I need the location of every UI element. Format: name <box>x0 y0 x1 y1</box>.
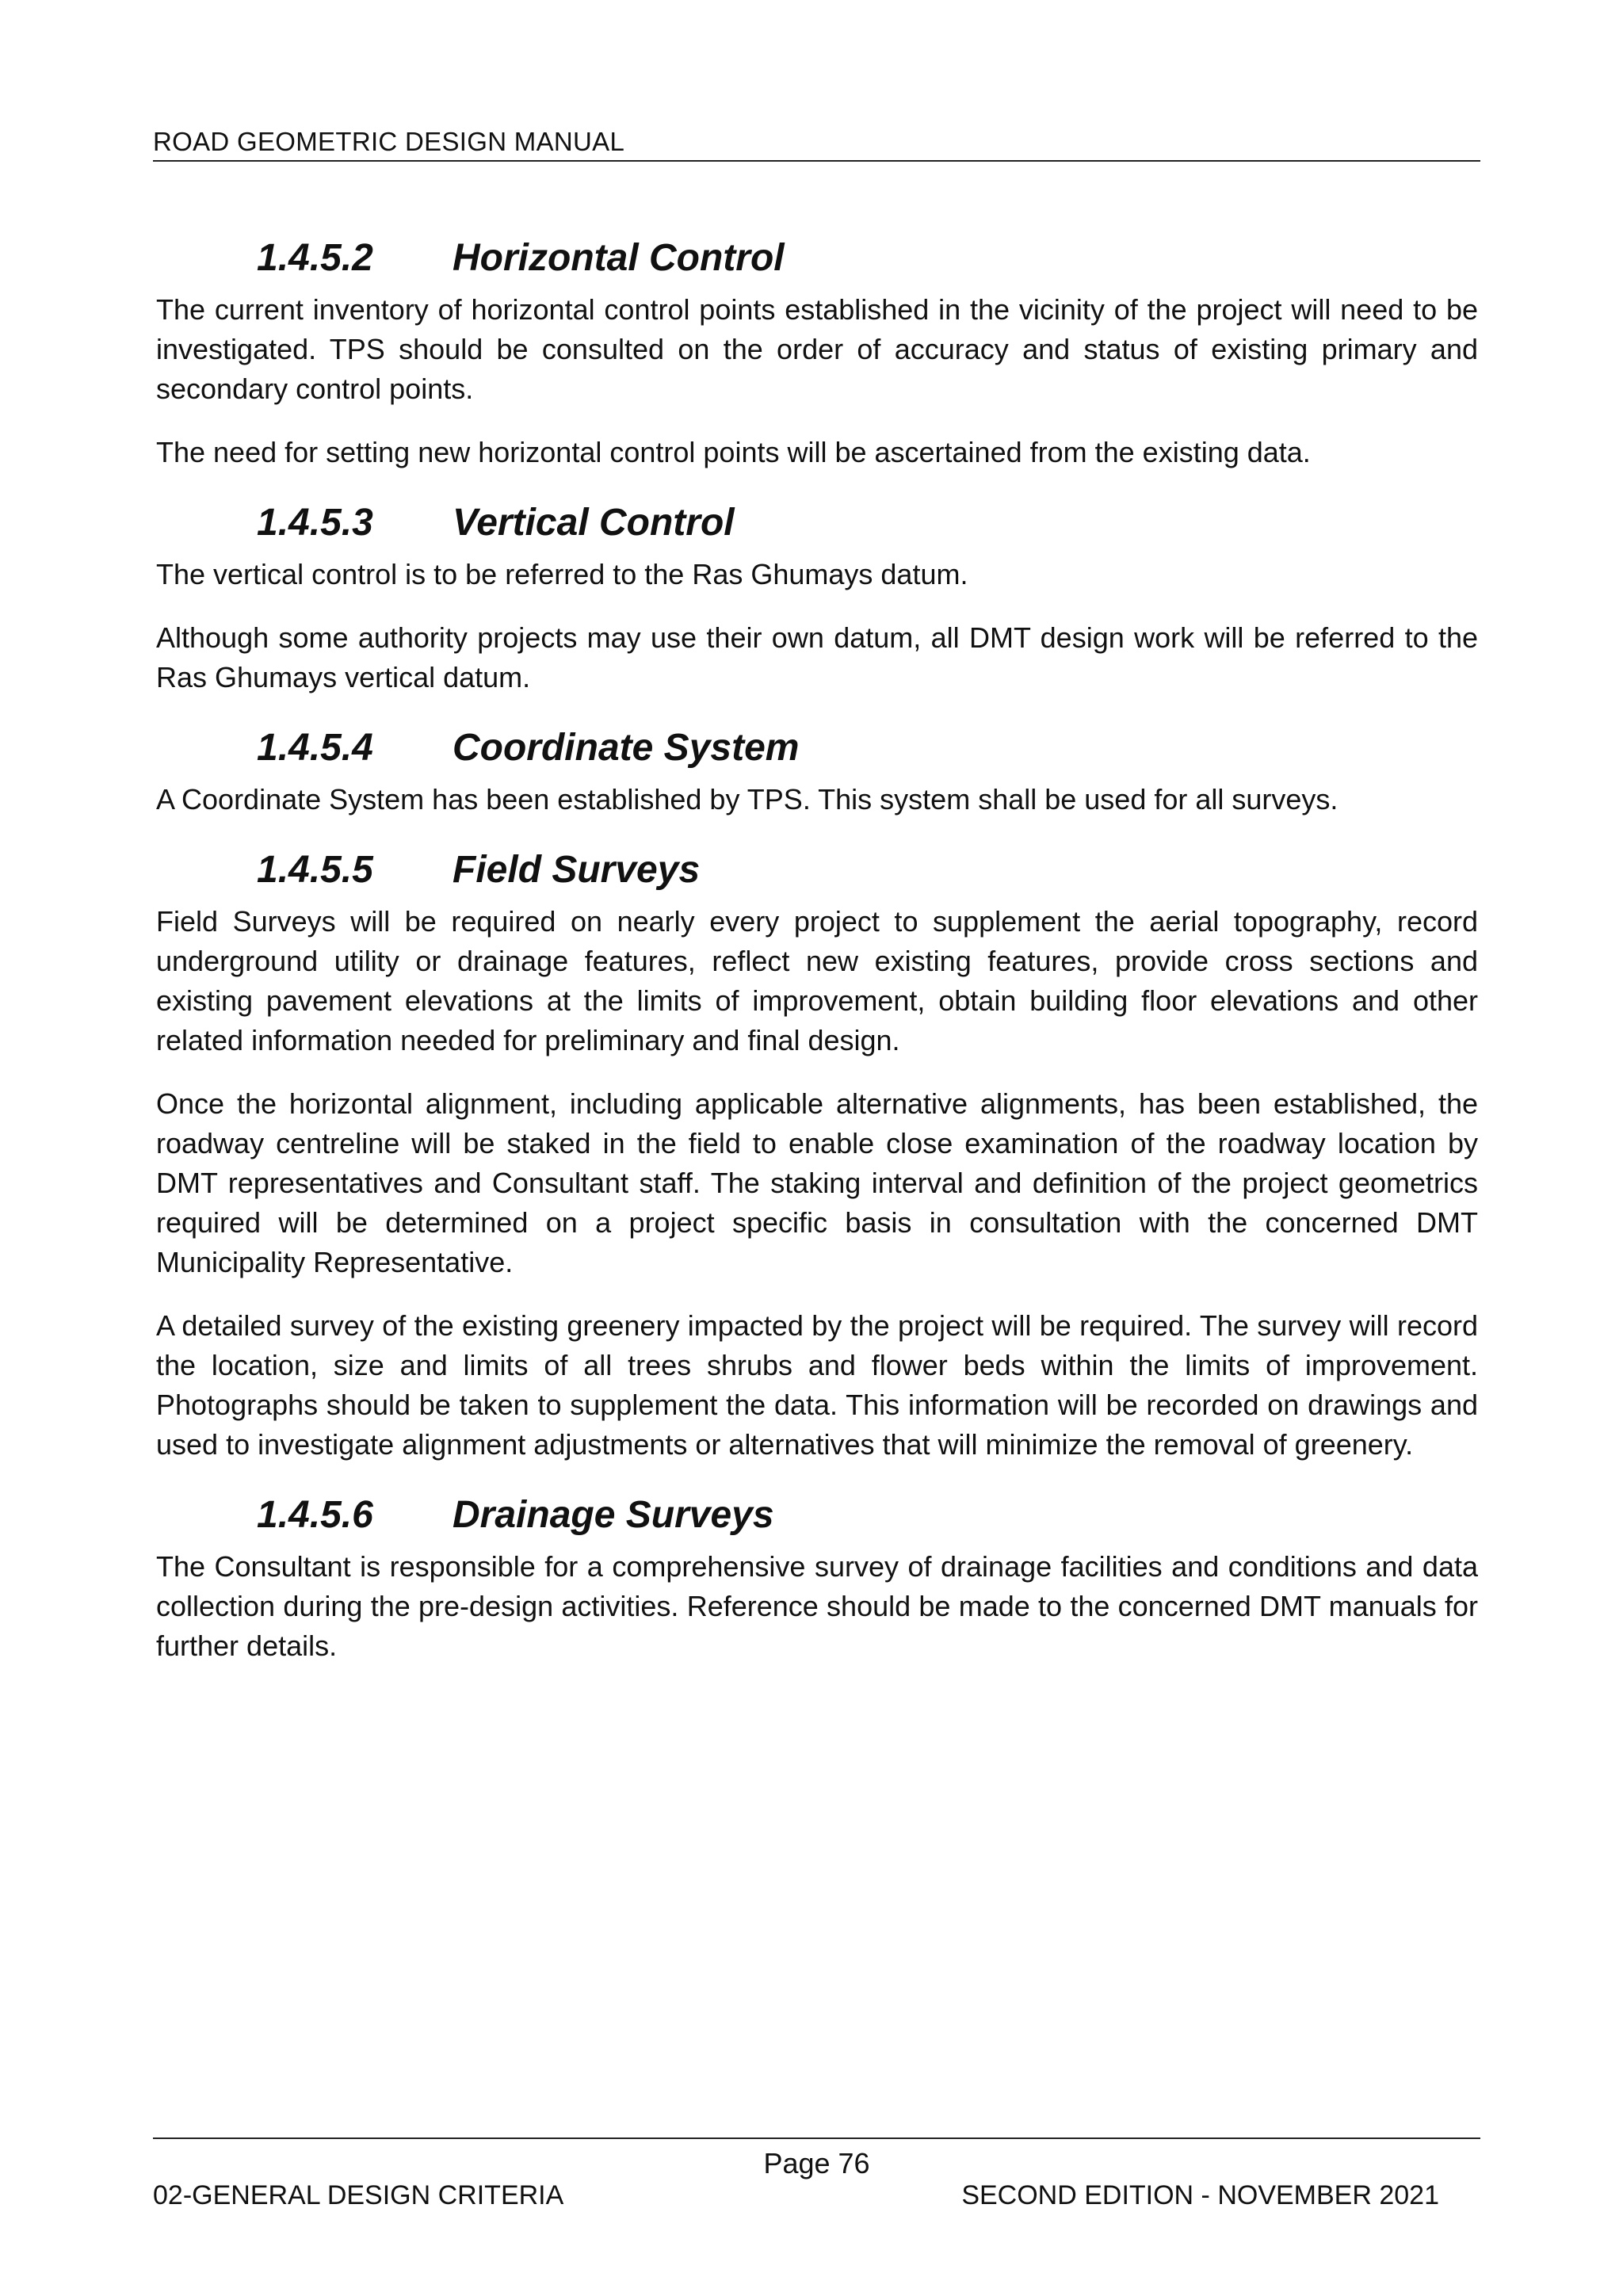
chapter-label: 02-GENERAL DESIGN CRITERIA <box>153 2180 564 2210</box>
paragraph: The vertical control is to be referred to the Ras Ghumays datum. <box>156 558 968 590</box>
paragraph: Once the horizontal alignment, including applicable alternative alignments, has been established, the roadway centreline will be staked in the field to enable close examination of the roadway location by DMT representatives and Consultant staff. The staking interval and definition of the project geometrics required will be determined on a project specific basis in consultation with the concerned DMT Municipality Representative. <box>156 1087 1478 1278</box>
page-content <box>156 231 1478 1690</box>
section-heading <box>156 496 1478 550</box>
section-heading <box>156 843 1478 897</box>
section-title: Vertical Control <box>453 502 735 544</box>
paragraph: A Coordinate System has been established by TPS. This system shall be used for all surveys. <box>156 783 1338 816</box>
section-heading <box>156 1488 1478 1542</box>
section-number: 1.4.5.3 <box>257 502 373 544</box>
section-horizontal-control <box>156 231 1478 472</box>
section-drainage-surveys <box>156 1488 1478 1666</box>
manual-title: ROAD GEOMETRIC DESIGN MANUAL <box>153 127 625 156</box>
page-number: Page 76 <box>763 2147 870 2179</box>
section-number: 1.4.5.2 <box>257 237 373 279</box>
paragraph: Although some authority projects may use their own datum, all DMT design work will be referred to the Ras Ghumays vertical datum. <box>156 621 1478 693</box>
paragraph: A detailed survey of the existing greenery impacted by the project will be required. The survey will record the location, size and limits of all trees shrubs and flower beds within the limits of improvement. Photographs should be taken to supplement the data. This information will be recorded on drawings and used to investigate alignment adjustments or alternatives that will minimize the removal of greenery. <box>156 1309 1478 1461</box>
section-number: 1.4.5.4 <box>257 727 373 769</box>
paragraph: Field Surveys will be required on nearly every project to supplement the aerial topography, record underground utility or drainage features, reflect new existing features, provide cross sections and existing pavement elevations at the limits of improvement, obtain building floor elevations and other related information needed for preliminary and final design. <box>156 905 1478 1056</box>
section-coordinate-system <box>156 721 1478 819</box>
section-title: Drainage Surveys <box>453 1494 774 1536</box>
section-number: 1.4.5.5 <box>257 849 373 891</box>
paragraph: The Consultant is responsible for a comprehensive survey of drainage facilities and conditions and data collection during the pre-design activities. Reference should be made to the concerned DMT manuals for further details. <box>156 1550 1478 1662</box>
section-heading <box>156 231 1478 285</box>
section-vertical-control <box>156 496 1478 697</box>
section-title: Field Surveys <box>453 849 701 891</box>
section-title: Horizontal Control <box>453 237 785 279</box>
section-heading <box>156 721 1478 775</box>
page-header <box>153 127 1480 162</box>
section-field-surveys <box>156 843 1478 1465</box>
section-title: Coordinate System <box>453 727 800 769</box>
page-footer <box>153 2137 1480 2210</box>
edition-label: SECOND EDITION - NOVEMBER 2021 <box>961 2180 1439 2210</box>
paragraph: The current inventory of horizontal control points established in the vicinity of the project will need to be investigated. TPS should be consulted on the order of accuracy and status of existing primary and secondary control points. <box>156 293 1478 405</box>
paragraph: The need for setting new horizontal control points will be ascertained from the existing data. <box>156 436 1311 468</box>
section-number: 1.4.5.6 <box>257 1494 373 1536</box>
